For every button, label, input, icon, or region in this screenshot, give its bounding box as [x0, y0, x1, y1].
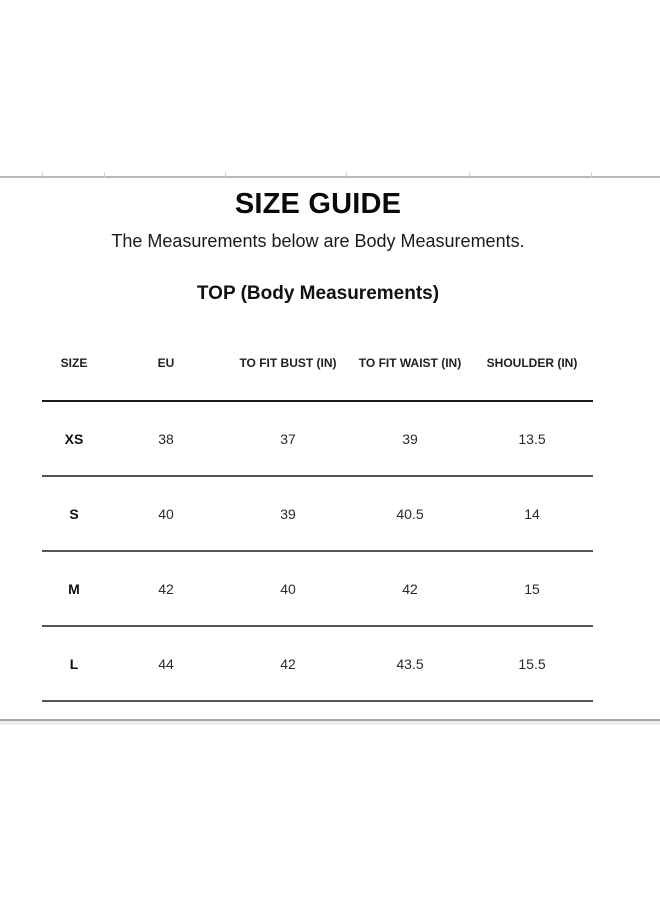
ruler-tick — [42, 172, 43, 178]
header-waist: TO FIT WAIST (IN) — [358, 356, 462, 370]
cell-shoulder: 15 — [524, 580, 540, 597]
cell-bust: 40 — [280, 580, 296, 597]
cell-shoulder: 15.5 — [518, 655, 546, 672]
page-top-border — [0, 176, 660, 178]
header-eu: EU — [157, 356, 175, 370]
table-header-row — [42, 340, 593, 402]
ruler-tick — [346, 172, 347, 178]
ruler-tick — [591, 172, 592, 178]
header-shoulder: SHOULDER (IN) — [486, 356, 578, 370]
page-bottom-shadow — [0, 721, 660, 725]
cell-waist: 39 — [402, 430, 418, 447]
page-subtitle: The Measurements below are Body Measurements. — [111, 231, 525, 251]
cell-eu: 38 — [158, 430, 174, 447]
section-title: TOP (Body Measurements) — [196, 283, 440, 304]
ruler-tick — [225, 172, 226, 178]
ruler-tick — [469, 172, 470, 178]
ruler-tick — [104, 172, 105, 178]
cell-size: M — [68, 580, 80, 597]
size-table — [42, 340, 593, 702]
cell-eu: 44 — [158, 655, 174, 672]
cell-eu: 42 — [158, 580, 174, 597]
cell-waist: 40.5 — [396, 505, 424, 522]
cell-shoulder: 13.5 — [518, 430, 546, 447]
cell-size: S — [69, 505, 79, 522]
page-title: SIZE GUIDE — [234, 188, 402, 220]
cell-bust: 42 — [280, 655, 296, 672]
cell-size: L — [69, 655, 79, 672]
table-row — [42, 477, 593, 552]
table-row — [42, 402, 593, 477]
cell-eu: 40 — [158, 505, 174, 522]
cell-shoulder: 14 — [524, 505, 540, 522]
cell-size: XS — [64, 430, 84, 447]
header-size: SIZE — [60, 356, 88, 370]
header-bust: TO FIT BUST (IN) — [239, 356, 337, 370]
cell-bust: 39 — [280, 505, 296, 522]
cell-bust: 37 — [280, 430, 296, 447]
table-row — [42, 627, 593, 702]
cell-waist: 42 — [402, 580, 418, 597]
table-row — [42, 552, 593, 627]
cell-waist: 43.5 — [396, 655, 424, 672]
